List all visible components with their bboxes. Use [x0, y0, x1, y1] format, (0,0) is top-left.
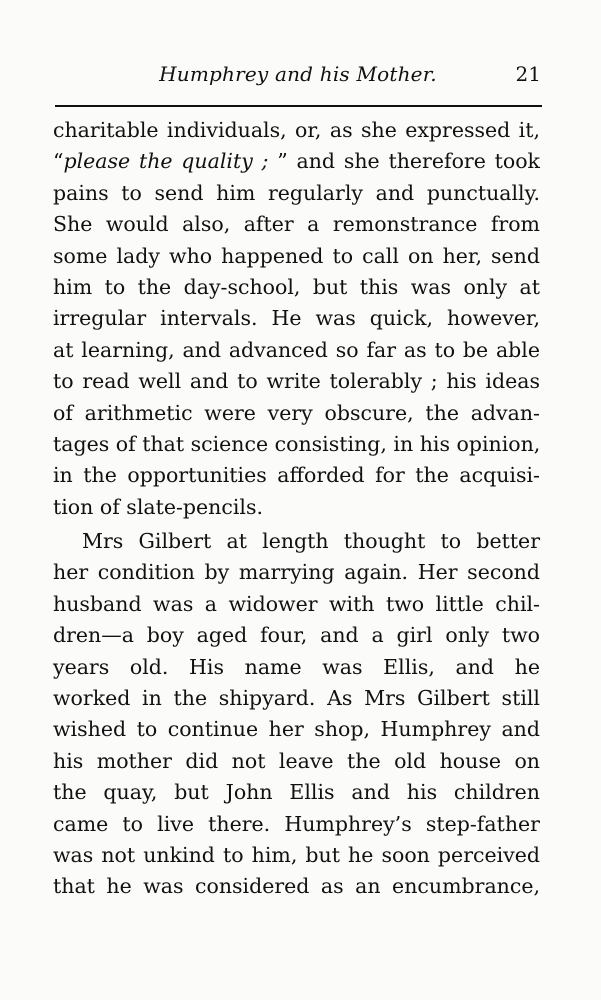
open-quote: “: [53, 149, 64, 174]
text-line: the quay, but John Ellis and his children: [53, 780, 540, 805]
text-line: [53, 146, 540, 177]
text-line: tages of that science consisting, in his opinion,: [53, 431, 541, 456]
text-line: was not unkind to him, but he soon perceived: [53, 842, 540, 867]
text-line: irregular intervals. He was quick, however,: [53, 306, 540, 331]
text-line: of arithmetic were very obscure, the advan-: [53, 400, 540, 425]
running-title: Humphrey and his Mother.: [159, 62, 437, 86]
body-text: [53, 115, 540, 903]
text-line: years old. His name was Ellis, and he: [53, 654, 540, 679]
text-line: dren—a boy aged four, and a girl only two: [53, 623, 540, 648]
text-line: husband was a widower with two little chil-: [53, 591, 540, 616]
page-header: [55, 62, 541, 102]
page-number: 21: [515, 62, 541, 86]
text-line: came to live there. Humphrey’s step-father: [53, 811, 540, 836]
header-rule: [55, 105, 542, 107]
paragraph-2: [53, 526, 540, 903]
italic-quotation: please the quality ;: [63, 149, 269, 174]
text-line: pains to send him regularly and punctually.: [53, 180, 540, 205]
text-line: tion of slate-pencils.: [53, 494, 263, 519]
text-line: him to the day-school, but this was only at: [53, 274, 540, 299]
text-line: that he was considered as an encumbrance,: [53, 874, 540, 899]
text-line: Mrs Gilbert at length thought to better: [82, 529, 540, 554]
paragraph-1: [53, 115, 540, 523]
text-line: She would also, after a remonstrance from: [53, 212, 540, 237]
text-line: some lady who happened to call on her, send: [53, 243, 540, 268]
text-line: charitable individuals, or, as she expressed it,: [53, 118, 540, 142]
text-line: at learning, and advanced so far as to be able: [53, 337, 540, 362]
text-line: worked in the shipyard. As Mrs Gilbert still: [53, 686, 540, 711]
text-line: her condition by marrying again. Her second: [53, 560, 540, 585]
text-line: to read well and to write tolerably ; his ideas: [53, 369, 540, 394]
text-line: his mother did not leave the old house on: [53, 748, 540, 773]
text-line: in the opportunities afforded for the acquisi-: [53, 463, 540, 488]
text-span: ” and she therefore took: [277, 149, 540, 174]
text-line: wished to continue her shop, Humphrey and: [53, 717, 540, 742]
